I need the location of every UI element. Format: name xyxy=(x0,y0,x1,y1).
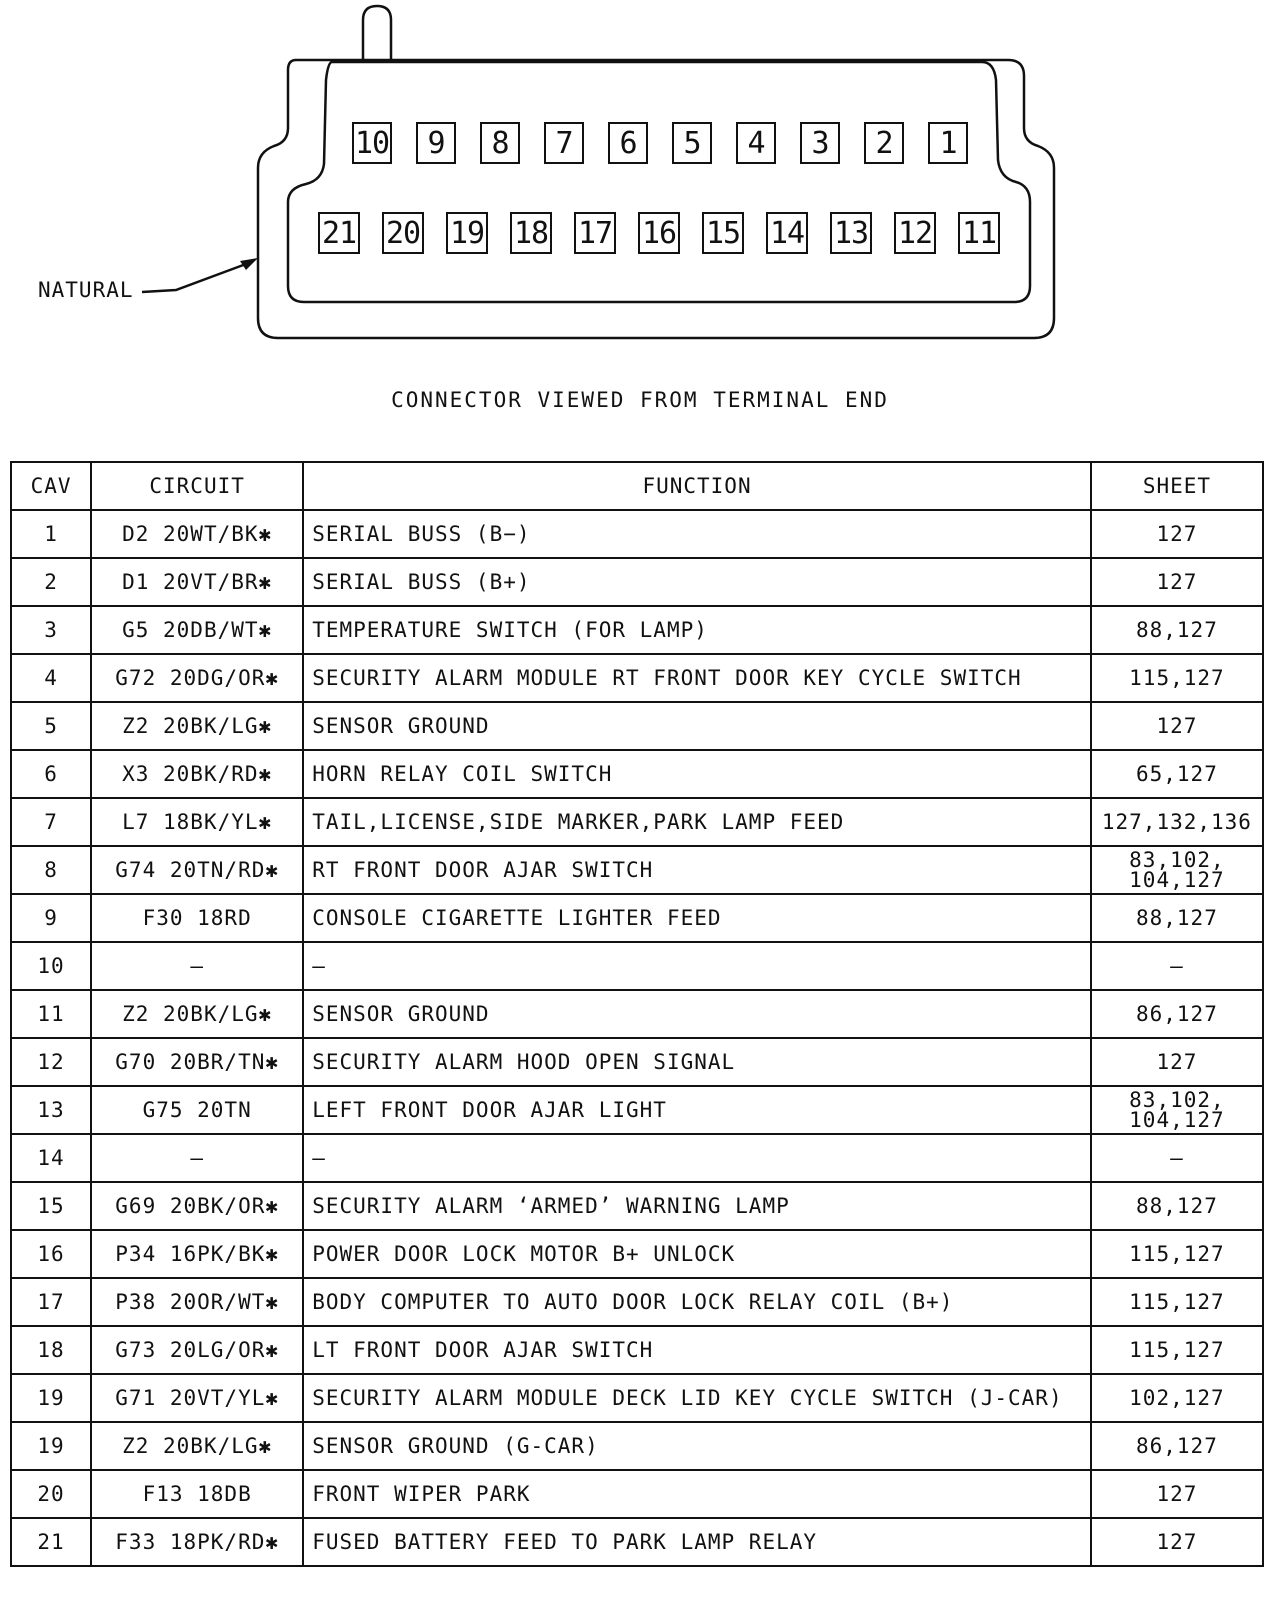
cell-function: LEFT FRONT DOOR AJAR LIGHT xyxy=(303,1086,1091,1134)
cell-circuit: G75 20TN xyxy=(91,1086,303,1134)
cell-cav: 21 xyxy=(11,1518,91,1566)
cell-cav: 1 xyxy=(11,510,91,558)
cell-sheet: 127 xyxy=(1091,1470,1263,1518)
cell-sheet: 88,127 xyxy=(1091,1182,1263,1230)
table-row xyxy=(11,750,1263,798)
table-row xyxy=(11,510,1263,558)
cell-sheet: 65,127 xyxy=(1091,750,1263,798)
pin-cavity-7 xyxy=(544,122,584,164)
pin-label: 3 xyxy=(811,125,829,161)
pin-cavity-9 xyxy=(416,122,456,164)
cell-circuit: G5 20DB/WT✱ xyxy=(91,606,303,654)
cell-cav: 4 xyxy=(11,654,91,702)
cell-function: SERIAL BUSS (B−) xyxy=(303,510,1091,558)
cell-function: CONSOLE CIGARETTE LIGHTER FEED xyxy=(303,894,1091,942)
cell-cav: 13 xyxy=(11,1086,91,1134)
table-row xyxy=(11,1230,1263,1278)
diagram-caption: CONNECTOR VIEWED FROM TERMINAL END xyxy=(391,388,889,412)
cell-circuit: G72 20DG/OR✱ xyxy=(91,654,303,702)
table-row xyxy=(11,942,1263,990)
pin-cavity-5 xyxy=(672,122,712,164)
cell-circuit: D2 20WT/BK✱ xyxy=(91,510,303,558)
cell-cav: 18 xyxy=(11,1326,91,1374)
pin-cavity-11 xyxy=(958,212,1000,254)
pin-cavity-13 xyxy=(830,212,872,254)
cell-function: SENSOR GROUND (G-CAR) xyxy=(303,1422,1091,1470)
pin-cavity-6 xyxy=(608,122,648,164)
cell-sheet: — xyxy=(1091,942,1263,990)
pin-label: 8 xyxy=(491,125,509,161)
cell-sheet: 88,127 xyxy=(1091,894,1263,942)
cell-circuit: Z2 20BK/LG✱ xyxy=(91,990,303,1038)
cell-sheet: 127 xyxy=(1091,1038,1263,1086)
cell-function: SERIAL BUSS (B+) xyxy=(303,558,1091,606)
cell-circuit: F13 18DB xyxy=(91,1470,303,1518)
header-function: FUNCTION xyxy=(303,462,1091,510)
cell-cav: 14 xyxy=(11,1134,91,1182)
cell-cav: 9 xyxy=(11,894,91,942)
table-row xyxy=(11,1038,1263,1086)
cell-function: SECURITY ALARM ‘ARMED’ WARNING LAMP xyxy=(303,1182,1091,1230)
cell-cav: 10 xyxy=(11,942,91,990)
pin-label: 6 xyxy=(619,125,637,161)
pin-label: 10 xyxy=(354,125,390,161)
pin-cavity-12 xyxy=(894,212,936,254)
cell-function: FRONT WIPER PARK xyxy=(303,1470,1091,1518)
cell-circuit: Z2 20BK/LG✱ xyxy=(91,702,303,750)
table-row xyxy=(11,702,1263,750)
header-sheet: SHEET xyxy=(1091,462,1263,510)
table-row xyxy=(11,1326,1263,1374)
cell-sheet: 127 xyxy=(1091,558,1263,606)
pin-label: 16 xyxy=(641,215,677,251)
pin-cavity-4 xyxy=(736,122,776,164)
cell-circuit: P34 16PK/BK✱ xyxy=(91,1230,303,1278)
cell-circuit: L7 18BK/YL✱ xyxy=(91,798,303,846)
pin-label: 1 xyxy=(939,125,957,161)
pin-label: 7 xyxy=(555,125,573,161)
pin-cavity-21 xyxy=(318,212,360,254)
table-row xyxy=(11,1086,1263,1134)
cell-cav: 7 xyxy=(11,798,91,846)
cell-function: — xyxy=(303,942,1091,990)
cell-function: SENSOR GROUND xyxy=(303,702,1091,750)
pin-cavity-17 xyxy=(574,212,616,254)
cell-cav: 5 xyxy=(11,702,91,750)
table-row xyxy=(11,654,1263,702)
pinout-table xyxy=(10,461,1264,1567)
cell-circuit: D1 20VT/BR✱ xyxy=(91,558,303,606)
pin-cavity-14 xyxy=(766,212,808,254)
table-row xyxy=(11,606,1263,654)
cell-sheet: 115,127 xyxy=(1091,654,1263,702)
cell-sheet: 86,127 xyxy=(1091,990,1263,1038)
connector-diagram xyxy=(0,0,1280,360)
pin-label: 14 xyxy=(769,215,805,251)
pin-cavity-8 xyxy=(480,122,520,164)
table-row xyxy=(11,1422,1263,1470)
cell-cav: 6 xyxy=(11,750,91,798)
cell-circuit: Z2 20BK/LG✱ xyxy=(91,1422,303,1470)
table-row xyxy=(11,1134,1263,1182)
pin-cavity-19 xyxy=(446,212,488,254)
cell-circuit: F30 18RD xyxy=(91,894,303,942)
cell-cav: 20 xyxy=(11,1470,91,1518)
table-header-row xyxy=(11,462,1263,510)
pin-cavity-2 xyxy=(864,122,904,164)
cell-function: SECURITY ALARM MODULE RT FRONT DOOR KEY CYCLE SWITCH xyxy=(303,654,1091,702)
cell-circuit: X3 20BK/RD✱ xyxy=(91,750,303,798)
header-circuit: CIRCUIT xyxy=(91,462,303,510)
cell-sheet: 115,127 xyxy=(1091,1230,1263,1278)
cell-circuit: G70 20BR/TN✱ xyxy=(91,1038,303,1086)
table-row xyxy=(11,846,1263,894)
cell-sheet: 115,127 xyxy=(1091,1278,1263,1326)
cell-circuit: P38 20OR/WT✱ xyxy=(91,1278,303,1326)
table-row xyxy=(11,1182,1263,1230)
cell-sheet: 127 xyxy=(1091,1518,1263,1566)
pin-label: 19 xyxy=(449,215,485,251)
cell-cav: 2 xyxy=(11,558,91,606)
cell-function: BODY COMPUTER TO AUTO DOOR LOCK RELAY COIL (B+) xyxy=(303,1278,1091,1326)
cell-circuit: — xyxy=(91,942,303,990)
cell-sheet: 83,102, 104,127 xyxy=(1091,1086,1263,1134)
header-cav: CAV xyxy=(11,462,91,510)
pin-cavity-3 xyxy=(800,122,840,164)
cell-circuit: — xyxy=(91,1134,303,1182)
cell-sheet: 127,132,136 xyxy=(1091,798,1263,846)
cell-cav: 19 xyxy=(11,1374,91,1422)
cell-sheet: 115,127 xyxy=(1091,1326,1263,1374)
pin-label: 20 xyxy=(385,215,421,251)
pin-label: 13 xyxy=(833,215,869,251)
pin-label: 18 xyxy=(513,215,549,251)
cell-cav: 15 xyxy=(11,1182,91,1230)
cell-cav: 17 xyxy=(11,1278,91,1326)
table-row xyxy=(11,990,1263,1038)
table-row xyxy=(11,1470,1263,1518)
pin-cavity-10 xyxy=(352,122,392,164)
pin-cavity-15 xyxy=(702,212,744,254)
cell-circuit: G69 20BK/OR✱ xyxy=(91,1182,303,1230)
cell-function: — xyxy=(303,1134,1091,1182)
pin-label: 12 xyxy=(897,215,933,251)
cell-circuit: G71 20VT/YL✱ xyxy=(91,1374,303,1422)
table-row xyxy=(11,558,1263,606)
cell-function: SECURITY ALARM HOOD OPEN SIGNAL xyxy=(303,1038,1091,1086)
cell-function: TEMPERATURE SWITCH (FOR LAMP) xyxy=(303,606,1091,654)
cell-circuit: G74 20TN/RD✱ xyxy=(91,846,303,894)
cell-sheet: 127 xyxy=(1091,702,1263,750)
connector-housing xyxy=(0,0,1280,360)
cell-function: LT FRONT DOOR AJAR SWITCH xyxy=(303,1326,1091,1374)
cell-sheet: 127 xyxy=(1091,510,1263,558)
cell-cav: 19 xyxy=(11,1422,91,1470)
cell-circuit: G73 20LG/OR✱ xyxy=(91,1326,303,1374)
cell-sheet: — xyxy=(1091,1134,1263,1182)
cell-function: RT FRONT DOOR AJAR SWITCH xyxy=(303,846,1091,894)
cell-function: FUSED BATTERY FEED TO PARK LAMP RELAY xyxy=(303,1518,1091,1566)
pin-cavity-16 xyxy=(638,212,680,254)
cell-sheet: 88,127 xyxy=(1091,606,1263,654)
cell-function: HORN RELAY COIL SWITCH xyxy=(303,750,1091,798)
cell-cav: 12 xyxy=(11,1038,91,1086)
cell-circuit: F33 18PK/RD✱ xyxy=(91,1518,303,1566)
cell-function: TAIL,LICENSE,SIDE MARKER,PARK LAMP FEED xyxy=(303,798,1091,846)
pin-label: 21 xyxy=(321,215,357,251)
cell-sheet: 83,102, 104,127 xyxy=(1091,846,1263,894)
cell-function: SECURITY ALARM MODULE DECK LID KEY CYCLE SWITCH (J-CAR) xyxy=(303,1374,1091,1422)
pin-label: 5 xyxy=(683,125,701,161)
cell-sheet: 86,127 xyxy=(1091,1422,1263,1470)
table-row xyxy=(11,1518,1263,1566)
table-row xyxy=(11,798,1263,846)
cell-function: SENSOR GROUND xyxy=(303,990,1091,1038)
table-body xyxy=(11,510,1263,1566)
pin-label: 2 xyxy=(875,125,893,161)
cell-cav: 8 xyxy=(11,846,91,894)
cell-sheet: 102,127 xyxy=(1091,1374,1263,1422)
cell-cav: 3 xyxy=(11,606,91,654)
material-label: NATURAL xyxy=(38,278,134,302)
pin-label: 9 xyxy=(427,125,445,161)
pin-label: 15 xyxy=(705,215,741,251)
table-row xyxy=(11,1278,1263,1326)
pin-label: 17 xyxy=(577,215,613,251)
cell-function: POWER DOOR LOCK MOTOR B+ UNLOCK xyxy=(303,1230,1091,1278)
pin-cavity-1 xyxy=(928,122,968,164)
cell-cav: 16 xyxy=(11,1230,91,1278)
pin-label: 11 xyxy=(961,215,997,251)
pin-cavity-20 xyxy=(382,212,424,254)
pin-cavity-18 xyxy=(510,212,552,254)
table-row xyxy=(11,1374,1263,1422)
pin-label: 4 xyxy=(747,125,765,161)
table-row xyxy=(11,894,1263,942)
cell-cav: 11 xyxy=(11,990,91,1038)
